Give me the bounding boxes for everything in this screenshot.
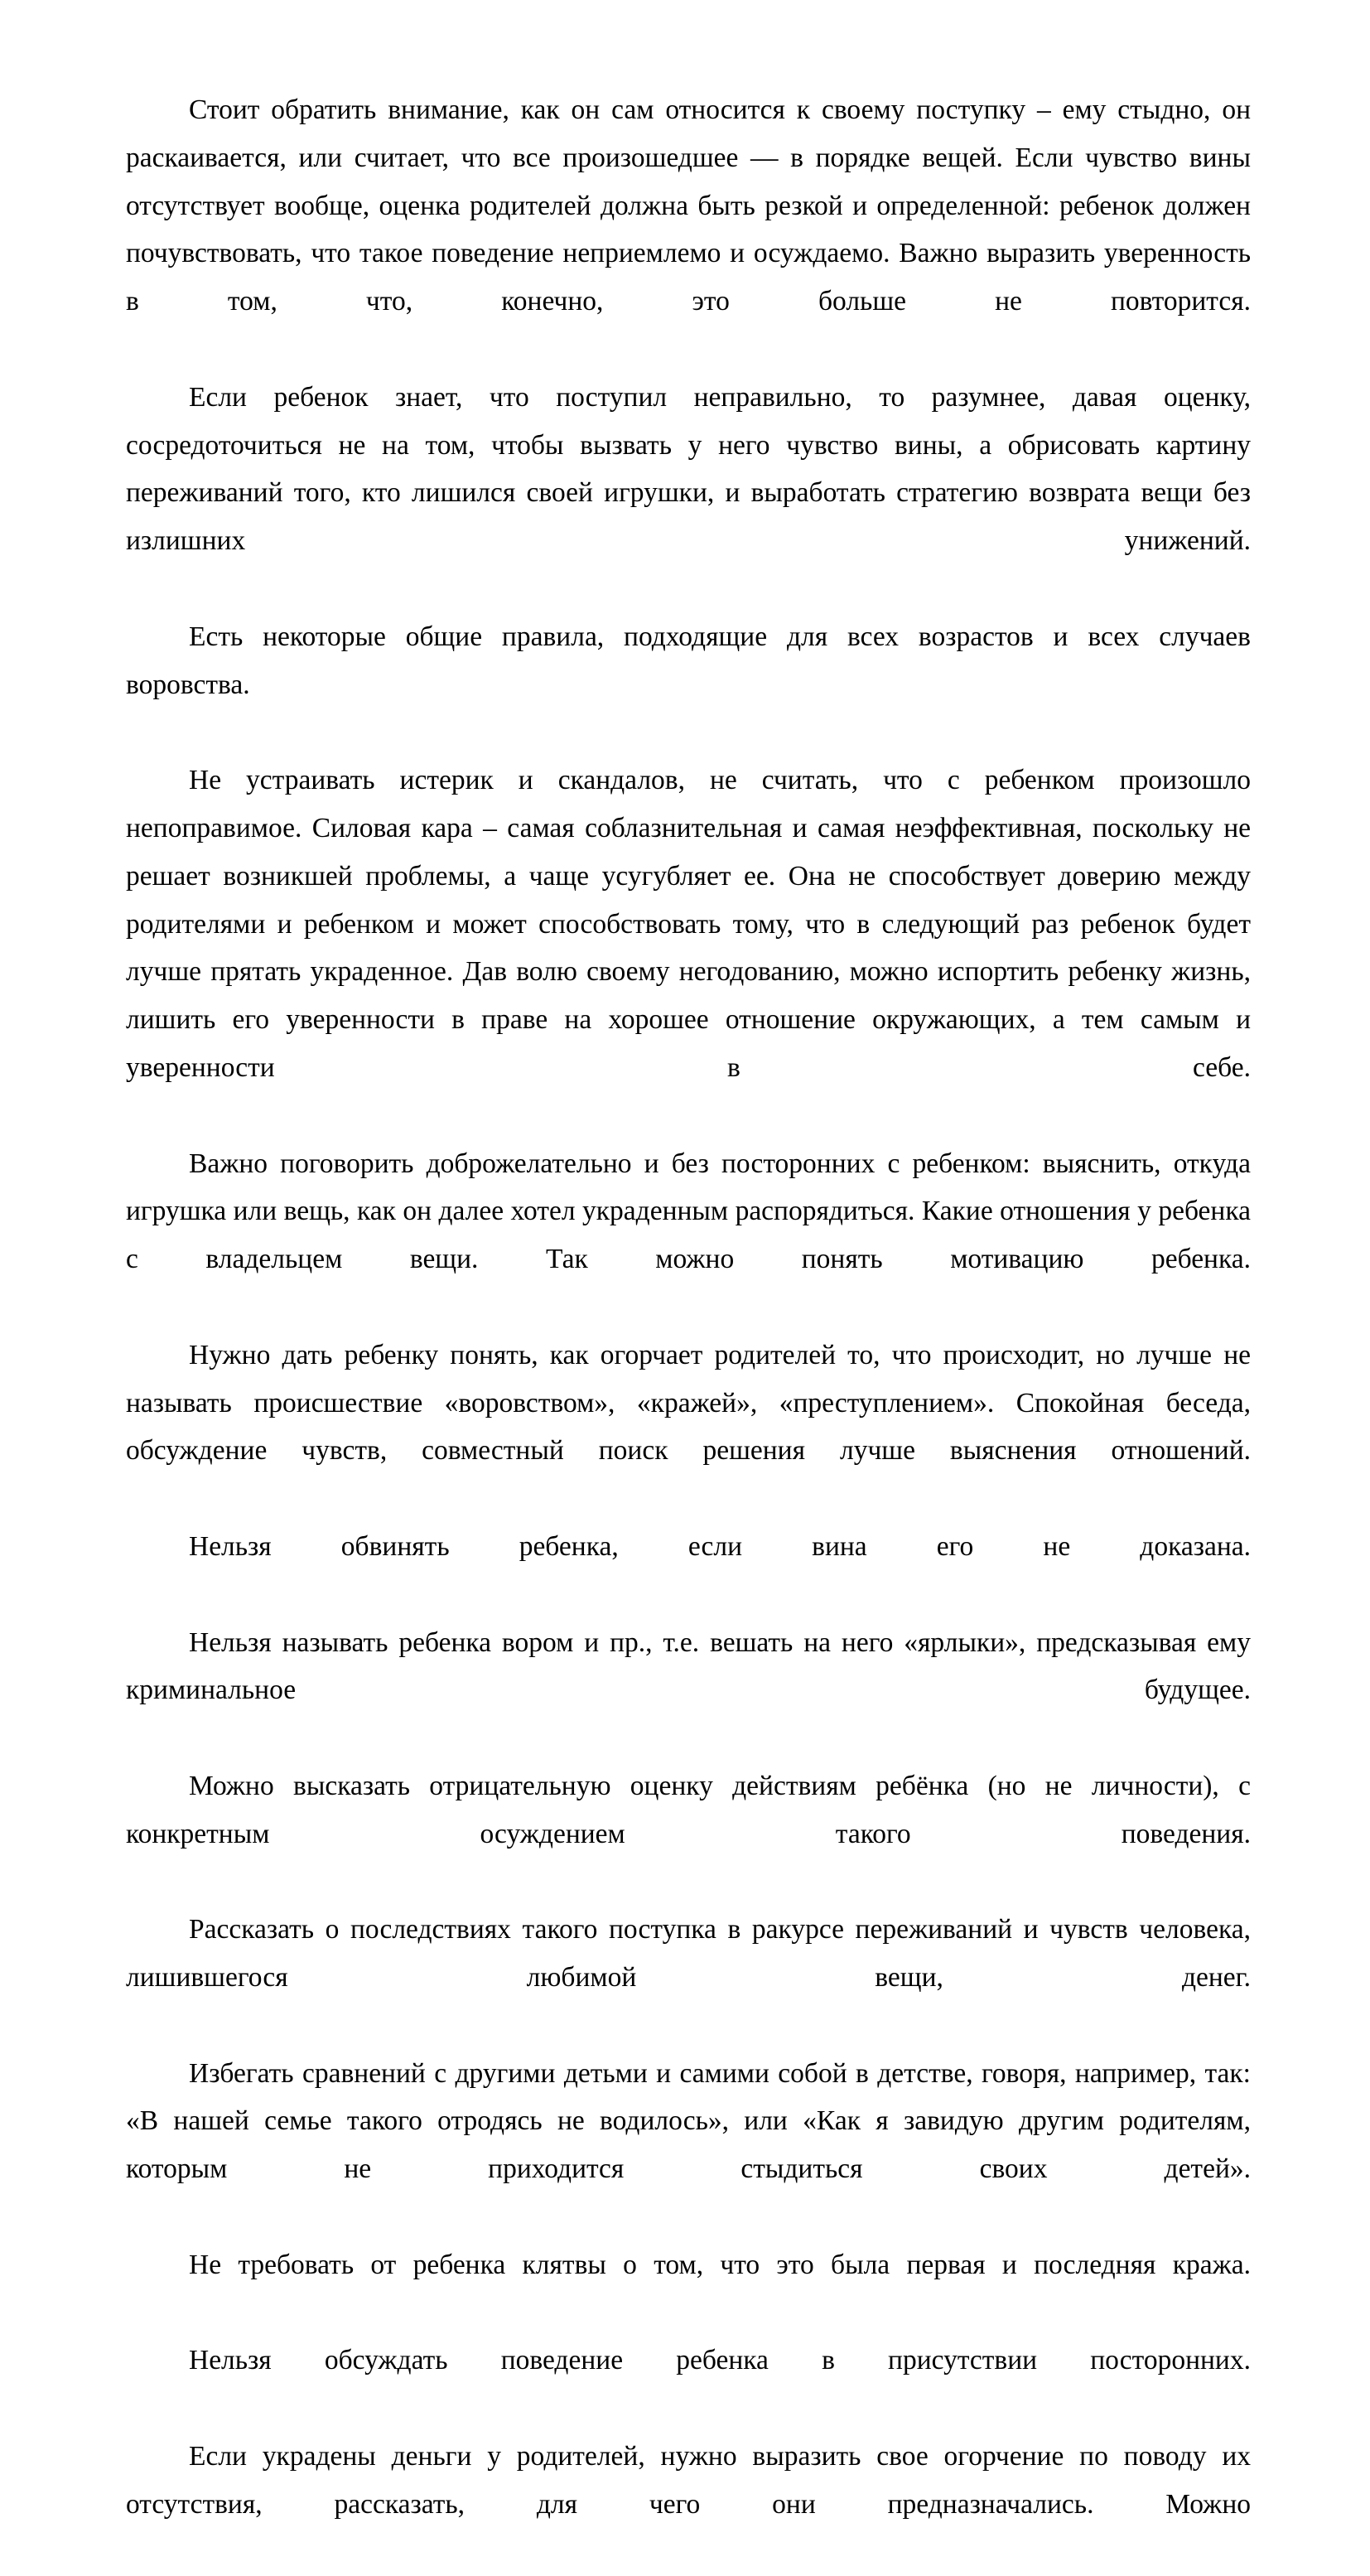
paragraph-13: Нельзя обсуждать поведение ребенка в присутствии посторонних. [189,2345,1251,2376]
paragraph-8: Нельзя называть ребенка вором и пр., т.е. вешать на него «ярлыки», предсказывая ему криминальное будущее. [126,1626,1251,1706]
paragraph-4: Не устраивать истерик и скандалов, не считать, что с ребенком произошло непоправимое. Силовая кара – самая соблазнительная и самая неэффективная, поскольку не решает возникшей проблемы, а чаще усугубляет ее. Она не способствует доверию между родителями и ребенком и может способствовать тому, что в следующий раз ребенок будет лучше прятать украденное. Дав волю своему негодованию, можно испортить ребенку жизнь, лишить его уверенности в праве на хорошее отношение окружающих, а тем самым и уверенности в себе. [126,765,1251,1083]
paragraph-10: Рассказать о последствиях такого поступка в ракурсе переживаний и чувств человека, лишившегося любимой вещи, денег. [126,1914,1251,1994]
paragraph-1: Стоит обратить внимание, как он сам относится к своему поступку – ему стыдно, он раскаивается, или считает, что все произошедшее — в порядке вещей. Если чувство вины отсутствует вообще, оценка родителей должна быть резкой и определенной: ребенок должен почувствовать, что такое поведение неприемлемо и осуждаемо. Важно выразить уверенность в том, что, конечно, это больше не повторится. [126,94,1251,317]
paragraph-6: Нужно дать ребенку понять, как огорчает родителей то, что происходит, но лучше не называть происшествие «воровством», «кражей», «преступлением». Спокойная беседа, обсуждение чувств, совместный поиск решения лучше выяснения отношений. [126,1339,1251,1467]
paragraph-9: Можно высказать отрицательную оценку действиям ребёнка (но не личности), с конкретным осуждением такого поведения. [126,1770,1251,1849]
paragraph-2: Если ребенок знает, что поступил неправильно, то разумнее, давая оценку, сосредоточиться не на том, чтобы вызвать у него чувство вины, а обрисовать картину переживаний того, кто лишился своей игрушки, и выработать стратегию возврата вещи без излишних унижений. [126,381,1251,557]
body-text-column [126,86,1251,2576]
paragraph-5: Важно поговорить доброжелательно и без посторонних с ребенком: выяснить, откуда игрушка или вещь, как он далее хотел украденным распорядиться. Какие отношения у ребенка с владельцем вещи. Так можно понять мотивацию ребенка. [126,1148,1251,1275]
paragraph-7: Нельзя обвинять ребенка, если вина его не доказана. [189,1530,1251,1562]
paragraph-14: Если украдены деньги у родителей, нужно выразить свое огорчение по поводу их отсутствия, рассказать, для чего они предназначались. Можно [126,2441,1251,2520]
paragraph-11: Избегать сравнений с другими детьми и самими собой в детстве, говоря, например, так: «В нашей семье такого отродясь не водилось», или «Как я завидую другим родителям, которым не приходится стыдиться своих детей». [126,2057,1251,2185]
paragraph-3: Есть некоторые общие правила, подходящие для всех возрастов и всех случаев воровства. [126,621,1251,700]
paragraph-12: Не требовать от ребенка клятвы о том, что это была первая и последняя кража. [189,2249,1251,2280]
